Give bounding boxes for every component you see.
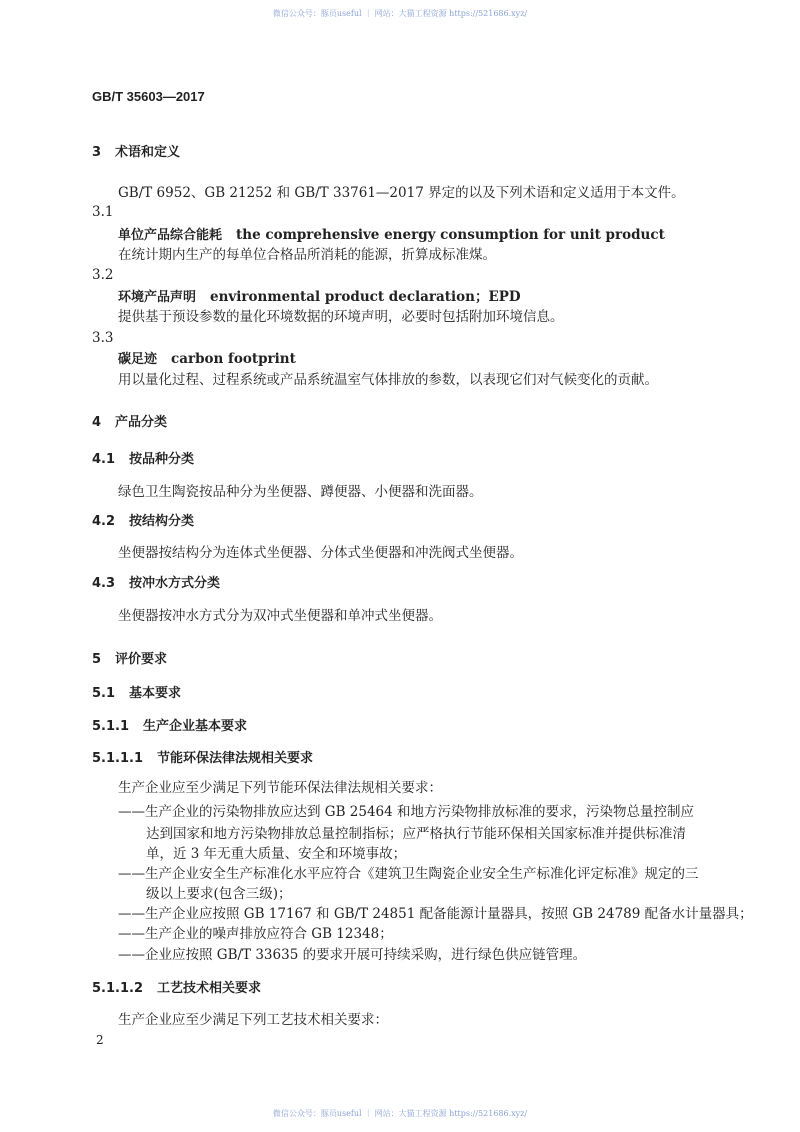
section-number: 5.1.1.1 [92, 751, 143, 766]
requirement-item: ——生产企业的噪声排放应符合 GB 12348； [118, 926, 393, 942]
section-number: 4.2 [92, 514, 116, 529]
requirement-item: ——生产企业安全生产标准化水平应符合《建筑卫生陶瓷企业安全生产标准化评定标准》规定的三 [118, 866, 699, 882]
section-3-heading [92, 144, 180, 162]
section-title: 按品种分类 [129, 452, 195, 467]
term-3-3-definition: 用以量化过程、过程系统或产品系统温室气体排放的参数，以表现它们对气候变化的贡献。 [118, 372, 658, 388]
section-5-heading [92, 651, 167, 669]
section-4-2-text: 坐便器按结构分为连体式坐便器、分体式坐便器和冲洗阀式坐便器。 [118, 545, 523, 561]
requirement-item-cont: 级以上要求(包含三级)； [146, 886, 292, 902]
section-4-3-text: 坐便器按冲水方式分为双冲式坐便器和单冲式坐便器。 [118, 608, 442, 624]
section-5-1-1-2-text: 生产企业应至少满足下列工艺技术相关要求： [118, 1012, 388, 1028]
requirement-item: ——企业应按照 GB/T 33635 的要求开展可持续采购，进行绿色供应链管理。 [118, 947, 587, 963]
requirement-item: ——生产企业的污染物排放应达到 GB 25464 和地方污染物排放标准的要求，污染物总量控制应 [118, 804, 695, 820]
section-5-1-1-2-heading [92, 980, 261, 998]
section-title: 基本要求 [129, 686, 182, 701]
term-3-2-definition: 提供基于预设参数的量化环境数据的环境声明，必要时包括附加环境信息。 [118, 309, 564, 325]
term-en: environmental product declaration；EPD [210, 289, 521, 305]
section-number: 5 [92, 652, 102, 667]
section-title: 工艺技术相关要求 [157, 981, 262, 996]
section-title: 产品分类 [115, 415, 168, 430]
term-3-1 [118, 226, 665, 245]
term-zh: 单位产品综合能耗 [118, 228, 223, 243]
term-3-2-number: 3.2 [92, 267, 114, 283]
requirements-lead: 生产企业应至少满足下列节能环保法律法规相关要求： [118, 780, 442, 796]
term-3-3-number: 3.3 [92, 330, 114, 346]
term-zh: 环境产品声明 [118, 290, 197, 305]
term-3-1-number: 3.1 [92, 204, 114, 220]
watermark-bottom: 微信公众号：豚员useful ｜ 网站：大猫工程资源 https://521686.xyz/ [272, 1109, 528, 1118]
term-3-2 [118, 288, 521, 307]
section-4-3-heading [92, 575, 220, 593]
section-number: 4.1 [92, 452, 116, 467]
requirement-item: ——生产企业应按照 GB 17167 和 GB/T 24851 配备能源计量器具，按照 GB 24789 配备水计量器具； [118, 906, 753, 922]
section-title: 生产企业基本要求 [143, 719, 248, 734]
watermark-top: 微信公众号：豚员useful ｜ 网站：大猫工程资源 https://521686.xyz/ [272, 9, 528, 18]
requirement-item-cont: 达到国家和地方污染物排放总量控制指标；应严格执行节能环保相关国家标准并提供标准清 [146, 826, 686, 842]
section-title: 按结构分类 [129, 514, 195, 529]
term-en: carbon footprint [171, 351, 296, 367]
section-number: 5.1 [92, 686, 116, 701]
section-title: 术语和定义 [115, 145, 181, 160]
section-number: 5.1.1.2 [92, 981, 143, 996]
section-4-1-text: 绿色卫生陶瓷按品种分为坐便器、蹲便器、小便器和洗面器。 [118, 484, 483, 500]
section-number: 5.1.1 [92, 719, 130, 734]
requirement-item-cont: 单，近 3 年无重大质量、安全和环境事故； [146, 846, 407, 862]
section-4-2-heading [92, 513, 194, 531]
section-5-1-heading [92, 685, 181, 703]
section-4-heading [92, 414, 167, 432]
term-en: the comprehensive energy consumption for unit product [236, 227, 665, 243]
section-number: 4 [92, 415, 102, 430]
section-number: 4.3 [92, 576, 116, 591]
section-4-1-heading [92, 451, 194, 469]
section-5-1-1-1-heading [92, 750, 313, 768]
section-3-intro: GB/T 6952、GB 21252 和 GB/T 33761—2017 界定的以及下列术语和定义适用于本文件。 [118, 185, 685, 201]
page-number: 2 [96, 1033, 104, 1047]
term-zh: 碳足迹 [118, 352, 158, 367]
section-title: 按冲水方式分类 [129, 576, 221, 591]
section-title: 评价要求 [115, 652, 168, 667]
term-3-1-definition: 在统计期内生产的每单位合格品所消耗的能源，折算成标准煤。 [118, 247, 496, 263]
section-title: 节能环保法律法规相关要求 [157, 751, 314, 766]
section-5-1-1-heading [92, 718, 247, 736]
term-3-3 [118, 350, 296, 369]
standard-number: GB/T 35603—2017 [92, 89, 205, 104]
section-number: 3 [92, 145, 102, 160]
